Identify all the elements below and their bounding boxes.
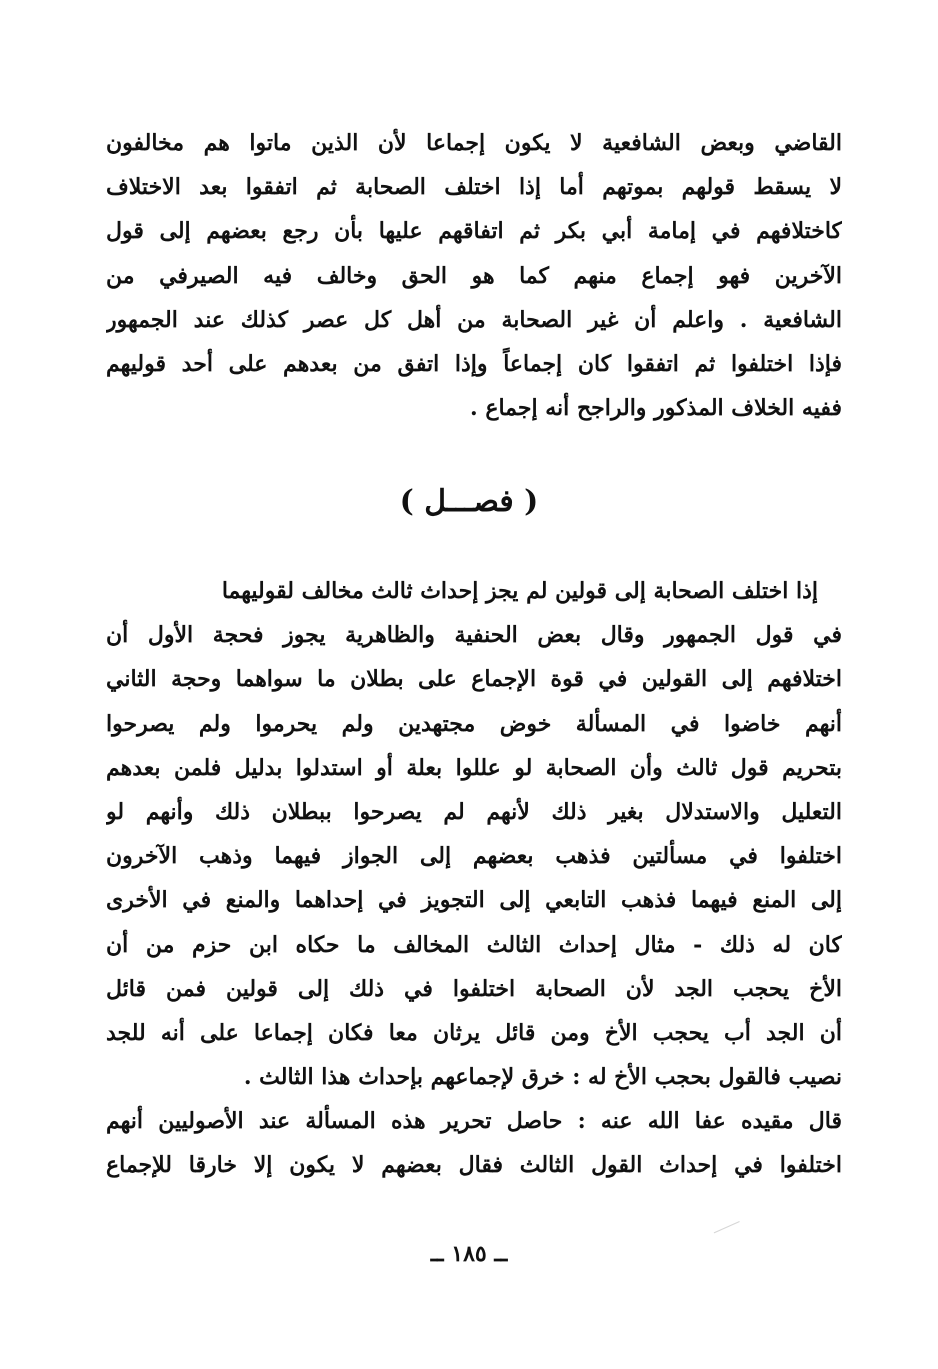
text-line: لا يسقط قولهم بموتهم أما إذا اختلف الصحابة ثم اتفقوا بعد الاختلاف (106, 174, 842, 201)
text-line: الآخرين فهو إجماع منهم كما هو الحق وخالف فيه الصيرفي من (106, 262, 842, 289)
paragraph-1 (106, 121, 842, 430)
text-line: الأخ يحجب الجد لأن الصحابة اختلفوا في ذلك إلى قولين فمن قائل (106, 975, 842, 1002)
text-line: إذا اختلف الصحابة إلى قولين لم يجز إحداث ثالث مخالف لقوليهما (221, 578, 818, 604)
section-heading: ( فصـــل ) (399, 484, 539, 519)
text-line: اختلفوا في إحداث القول الثالث فقال بعضهم لا يكون إلا خارقا للإجماع (106, 1152, 842, 1179)
text-line: فإذا اختلفوا ثم اتفقوا كان إجماعاً وإذا اتفق من بعدهم على أحد قوليهم (106, 350, 842, 377)
text-line: القاضي وبعض الشافعية لا يكون إجماعا لأن الذين ماتوا هم مخالفون (106, 130, 842, 156)
text-line: أن الجد أب يحجب الأخ ومن قائل يرثان معا فكان إجماعا على أنه للجد (106, 1019, 842, 1046)
text-line: اختلفوا في مسألتين فذهب بعضهم إلى الجواز فيهما وذهب الآخرون (106, 843, 842, 870)
text-line: ففيه الخلاف المذكور والراجح أنه إجماع . (470, 395, 842, 422)
text-line: كاختلافهم في إمامة أبي بكر ثم اتفاقهم عليها بأن رجع بعضهم إلى قول (106, 218, 842, 245)
text-line: إلى المنع فيهما فذهب التابعي إلى التجويز في إحداهما والمنع في الأخرى (106, 887, 842, 914)
text-line: بتحريم قول ثالث وأن الصحابة لو عللوا بعلة أو استدلوا بدليل فلمن بعدهم (106, 754, 842, 781)
text-line: أنهم خاضوا في المسألة خوض مجتهدين ولم يحرموا ولم يصرحوا (106, 710, 842, 737)
text-line: كان له ذلك - مثال إحداث الثالث المخالف ما حكاه ابن حزم من أن (106, 931, 842, 958)
text-line: نصيب فالقول بحجب الأخ له : خرق لإجماعهم بإحداث هذا الثالث . (243, 1064, 842, 1091)
text-line: الشافعية . واعلم أن غير الصحابة من أهل كل عصر كذلك عند الجمهور (106, 306, 842, 333)
text-line: في قول الجمهور وقال بعض الحنفية والظاهرية يجوز فحجة الأول أن (106, 622, 842, 649)
paragraph-2 (106, 569, 842, 1188)
text-line: اختلافهم إلى القولين في قوة الإجماع على بطلان ما سواهما وحجة الثاني (106, 666, 842, 693)
text-line: قال مقيده عفا الله عنه : حاصل تحرير هذه المسألة عند الأصوليين أنهم (106, 1108, 842, 1135)
text-line: التعليل والاستدلال بغير ذلك لأنهم لم يصرحوا ببطلان ذلك وأنهم لو (106, 798, 842, 825)
page-number: ــ ١٨٥ ــ (430, 1241, 508, 1267)
